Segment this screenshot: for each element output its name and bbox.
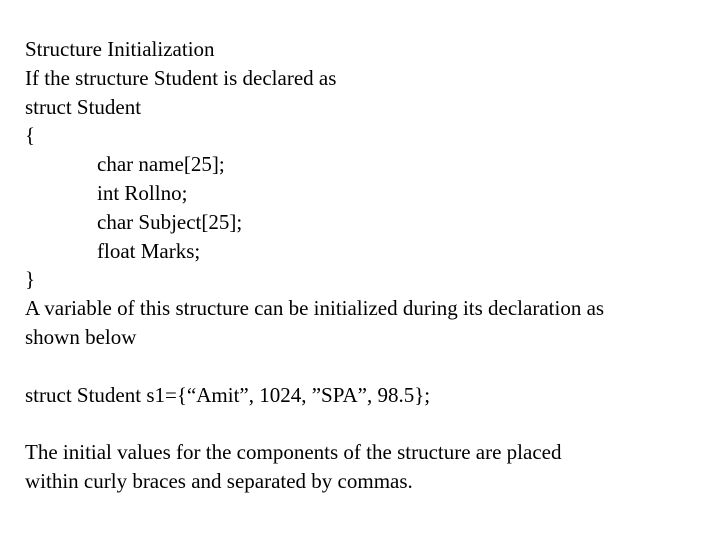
spacer bbox=[25, 409, 705, 438]
paragraph2-line2: within curly braces and separated by commas. bbox=[25, 468, 413, 493]
spacer bbox=[25, 352, 705, 381]
struct-member: int Rollno; bbox=[97, 180, 188, 205]
slide-content bbox=[25, 35, 705, 496]
paragraph1-line2: shown below bbox=[25, 324, 137, 349]
open-brace: { bbox=[25, 123, 36, 148]
paragraph2-line1: The initial values for the components of the structure are placed bbox=[25, 440, 562, 465]
struct-header: struct Student bbox=[25, 94, 142, 119]
paragraph1-line1: A variable of this structure can be initialized during its declaration as bbox=[25, 296, 605, 321]
struct-member: float Marks; bbox=[97, 238, 201, 263]
slide-title: Structure Initialization bbox=[25, 37, 215, 61]
struct-member: char name[25]; bbox=[97, 152, 225, 177]
intro-text: If the structure Student is declared as bbox=[25, 65, 337, 90]
struct-member: char Subject[25]; bbox=[97, 209, 243, 234]
code-example: struct Student s1={“Amit”, 1024, ”SPA”, 98.5}; bbox=[25, 382, 431, 407]
close-brace: } bbox=[25, 267, 36, 292]
